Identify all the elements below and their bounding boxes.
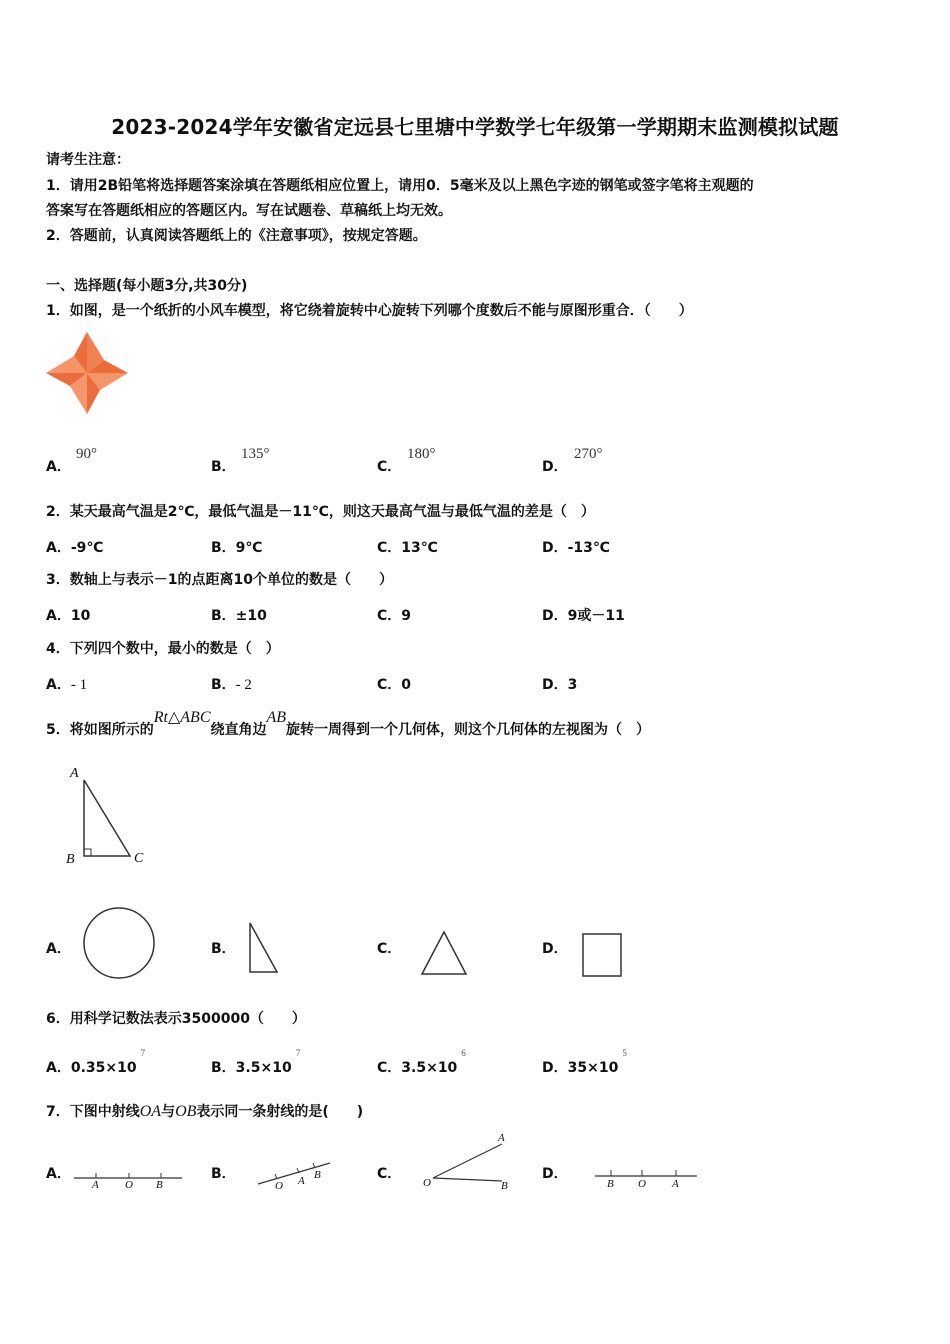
q5-option-b-label: B．: [211, 941, 236, 957]
q1-option-c-value: 180°: [407, 446, 436, 462]
notice-line-2: 答案写在答题纸相应的答题区内。写在试题卷、草稿纸上均无效。: [46, 203, 452, 219]
q7-d-point-1: B: [607, 1178, 614, 1190]
q2-option-c: C．13℃: [377, 540, 438, 556]
q7-option-a-label: A．: [46, 1166, 71, 1182]
triangle-label-c: C: [134, 851, 144, 866]
q7-b-point-3: B: [314, 1169, 321, 1181]
q7-d-point-2: O: [638, 1178, 646, 1190]
q5-option-c-label: C．: [377, 941, 402, 957]
q7-c-point-a: A: [498, 1132, 505, 1144]
section-heading: 一、选择题(每小题3分,共30分): [46, 278, 248, 294]
q4-option-a: A．- 1: [46, 677, 88, 693]
q7-b-point-2: A: [298, 1175, 305, 1187]
q7-d-point-3: A: [672, 1178, 679, 1190]
triangle-label-b: B: [66, 852, 75, 867]
q1-option-c-label: C．: [377, 459, 402, 475]
triangle-label-a: A: [70, 766, 79, 781]
q4-option-d: D．3: [542, 677, 578, 693]
q7-b-point-1: O: [275, 1180, 283, 1192]
pinwheel-figure: [44, 330, 130, 416]
q7-a-point-2: O: [125, 1179, 133, 1191]
q1-option-b-value: 135°: [241, 446, 270, 462]
q6-option-d: D．$35\times 10^5$: [542, 1048, 627, 1076]
q4-option-c: C．0: [377, 677, 412, 693]
q4-option-b: B．- 2: [211, 677, 252, 693]
q3-option-b: B．±10: [211, 608, 267, 624]
q7-a-point-1: A: [92, 1179, 99, 1191]
q1-option-d-value: 270°: [574, 446, 603, 462]
q7-a-point-3: B: [156, 1179, 163, 1191]
q3-option-a: A．10: [46, 608, 91, 624]
q1-option-b-label: B．: [211, 459, 236, 475]
q5-option-a-label: A．: [46, 941, 71, 957]
q5-option-c-isosceles-triangle: [419, 929, 469, 977]
q5-option-a-circle: [82, 906, 156, 980]
question-4: 4．下列四个数中，最小的数是（ ）: [46, 641, 280, 657]
q6-option-a: A．$0.35\times 10^7$: [46, 1048, 146, 1076]
q6-option-c: C．$3.5\times 10^6$: [377, 1048, 466, 1076]
q5-option-d-square: [581, 932, 623, 978]
page-title: 2023-2024学年安徽省定远县七里塘中学数学七年级第一学期期末监测模拟试题: [111, 115, 839, 139]
notice-heading: 请考生注意：: [46, 152, 130, 168]
question-1: 1．如图，是一个纸折的小风车模型，将它绕着旋转中心旋转下列哪个度数后不能与原图形重合．（ ）: [46, 303, 693, 319]
q2-option-b: B．9℃: [211, 540, 263, 556]
notice-line-3: 2．答题前，认真阅读答题纸上的《注意事项》，按规定答题。: [46, 228, 427, 244]
q7-option-c-label: C．: [377, 1166, 402, 1182]
q5-option-b-right-triangle: [247, 920, 281, 976]
q3-option-c: C．9: [377, 608, 412, 624]
q5-option-d-label: D．: [542, 941, 568, 957]
question-6: 6．用科学记数法表示3500000（ ）: [46, 1011, 306, 1027]
question-7: 7．下图中射线OA与OB表示同一条射线的是( ): [46, 1103, 364, 1120]
q7-c-point-o: O: [423, 1177, 431, 1189]
q1-option-d-label: D．: [542, 459, 568, 475]
q2-option-a: A．-9℃: [46, 540, 104, 556]
notice-line-1: 1．请用2B铅笔将选择题答案涂填在答题纸相应位置上，请用0．5毫米及以上黑色字迹的钢笔或签字笔将主观题的: [46, 178, 754, 194]
q7-option-d-label: D．: [542, 1166, 568, 1182]
q7-c-point-b: B: [501, 1180, 508, 1192]
q7-option-c-angle-figure: [430, 1140, 510, 1184]
q1-option-a-label: A．: [46, 459, 71, 475]
question-3: 3．数轴上与表示－1的点距离10个单位的数是（ ）: [46, 572, 393, 588]
q6-option-b: B．$3.5\times 10^7$: [211, 1048, 301, 1076]
question-2: 2．某天最高气温是2℃，最低气温是－11℃，则这天最高气温与最低气温的差是（ ）: [46, 504, 595, 520]
question-5: 5．将如图所示的Rt△ABC绕直角边AB旋转一周得到一个几何体，则这个几何体的左视图为（ ）: [46, 709, 651, 738]
q2-option-d: D．-13℃: [542, 540, 610, 556]
q7-option-b-ray-figure: [256, 1160, 334, 1190]
q1-option-a-value: 90°: [76, 446, 97, 462]
q7-option-b-label: B．: [211, 1166, 236, 1182]
q3-option-d: D．9或－11: [542, 608, 625, 624]
